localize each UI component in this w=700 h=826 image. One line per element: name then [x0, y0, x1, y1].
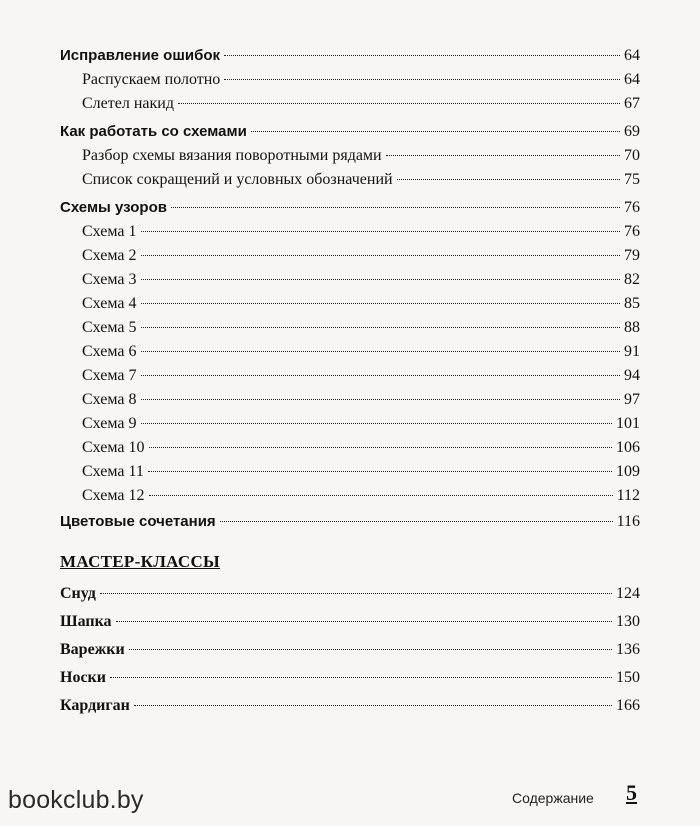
master-class-entry	[60, 584, 640, 604]
toc-subentry-page: 91	[624, 343, 640, 360]
toc-subentry-title: Схема 4	[82, 295, 137, 312]
toc-subentry-title: Список сокращений и условных обозначений	[82, 171, 393, 188]
toc-subentry-page: 75	[624, 171, 640, 188]
dot-leader	[141, 399, 621, 400]
toc-entry	[60, 122, 640, 142]
dot-leader	[386, 155, 620, 156]
toc-subentry	[60, 486, 640, 506]
toc-subentry-page: 79	[624, 247, 640, 264]
toc-subentry	[60, 94, 640, 114]
dot-leader	[141, 255, 621, 256]
dot-leader	[129, 649, 612, 650]
toc-subentry	[60, 246, 640, 266]
toc-entry-title: Исправление ошибок	[60, 47, 220, 64]
toc-subentry-page: 85	[624, 295, 640, 312]
toc-subentry-page: 76	[624, 223, 640, 240]
toc-subentry-title: Схема 6	[82, 343, 137, 360]
dot-leader	[171, 207, 620, 208]
toc-entry-page: 69	[624, 123, 640, 140]
toc-subentry	[60, 146, 640, 166]
dot-leader	[141, 231, 621, 232]
toc-subentry-title: Схема 10	[82, 439, 145, 456]
toc-subentry	[60, 70, 640, 90]
dot-leader	[178, 103, 620, 104]
master-class-page: 130	[616, 613, 640, 630]
master-class-entry	[60, 668, 640, 688]
toc-subentry-page: 70	[624, 147, 640, 164]
running-footer-label: Содержание	[512, 790, 594, 806]
toc-subentry	[60, 170, 640, 190]
dot-leader	[116, 621, 612, 622]
master-class-title: Шапка	[60, 613, 112, 630]
dot-leader	[149, 447, 613, 448]
master-class-page: 136	[616, 641, 640, 658]
toc-subentry-page: 101	[616, 415, 640, 432]
toc-subentry-title: Разбор схемы вязания поворотными рядами	[82, 147, 382, 164]
dot-leader	[141, 303, 621, 304]
toc-subentry	[60, 294, 640, 314]
toc-subentry-title: Слетел накид	[82, 95, 174, 112]
toc-subentry-title: Схема 8	[82, 391, 137, 408]
toc-subentry	[60, 366, 640, 386]
toc-subentry	[60, 390, 640, 410]
toc-subentry-title: Схема 11	[82, 463, 144, 480]
dot-leader	[100, 593, 612, 594]
toc-subentry-page: 67	[624, 95, 640, 112]
toc-subentry-title: Схема 9	[82, 415, 137, 432]
toc-subentry	[60, 270, 640, 290]
toc-subentry-title: Схема 5	[82, 319, 137, 336]
toc-entry-page: 76	[624, 199, 640, 216]
toc-subentry-title: Распускаем полотно	[82, 71, 221, 88]
dot-leader	[220, 521, 613, 522]
master-class-title: Носки	[60, 669, 106, 686]
dot-leader	[134, 705, 612, 706]
toc-subentry-page: 109	[616, 463, 640, 480]
toc-entry	[60, 512, 640, 532]
dot-leader	[224, 79, 620, 80]
dot-leader	[148, 471, 612, 472]
dot-leader	[141, 327, 621, 328]
toc-entry-title: Схемы узоров	[60, 199, 167, 216]
toc-entry-title: Как работать со схемами	[60, 123, 247, 140]
toc-subentry	[60, 414, 640, 434]
master-class-title: Кардиган	[60, 697, 130, 714]
toc-subentry	[60, 438, 640, 458]
toc-subentry-page: 106	[616, 439, 640, 456]
toc-subentry	[60, 342, 640, 362]
toc-subentry-page: 97	[624, 391, 640, 408]
toc-subentry-page: 94	[624, 367, 640, 384]
master-class-page: 166	[616, 697, 640, 714]
toc-entry	[60, 198, 640, 218]
toc-subentry-title: Схема 1	[82, 223, 137, 240]
master-class-page: 150	[616, 669, 640, 686]
toc-subentry-page: 112	[616, 487, 640, 504]
dot-leader	[141, 375, 621, 376]
toc-subentry-title: Схема 2	[82, 247, 137, 264]
dot-leader	[141, 351, 621, 352]
dot-leader	[397, 179, 620, 180]
dot-leader	[141, 423, 613, 424]
master-class-entry	[60, 696, 640, 716]
dot-leader	[224, 55, 620, 56]
page-number: 5	[626, 780, 637, 805]
master-class-entry	[60, 612, 640, 632]
toc-entry-page: 64	[624, 47, 640, 64]
toc-subentry-page: 64	[624, 71, 640, 88]
master-class-entry	[60, 640, 640, 660]
master-class-title: Варежки	[60, 641, 125, 658]
dot-leader	[149, 495, 613, 496]
toc-entry-page: 116	[616, 513, 640, 530]
toc-subentry-title: Схема 7	[82, 367, 137, 384]
dot-leader	[141, 279, 621, 280]
master-class-page: 124	[616, 585, 640, 602]
dot-leader	[251, 131, 620, 132]
toc-subentry	[60, 462, 640, 482]
watermark-text: bookclub.by	[8, 786, 144, 814]
toc-subentry-title: Схема 3	[82, 271, 137, 288]
dot-leader	[110, 677, 612, 678]
toc-entry-title: Цветовые сочетания	[60, 513, 216, 530]
master-class-title: Снуд	[60, 585, 96, 602]
toc-subentry-title: Схема 12	[82, 487, 145, 504]
toc-subentry-page: 82	[624, 271, 640, 288]
toc-entry	[60, 46, 640, 66]
master-classes-heading: МАСТЕР-КЛАССЫ	[60, 552, 221, 571]
toc-subentry	[60, 318, 640, 338]
toc-subentry-page: 88	[624, 319, 640, 336]
toc-subentry	[60, 222, 640, 242]
